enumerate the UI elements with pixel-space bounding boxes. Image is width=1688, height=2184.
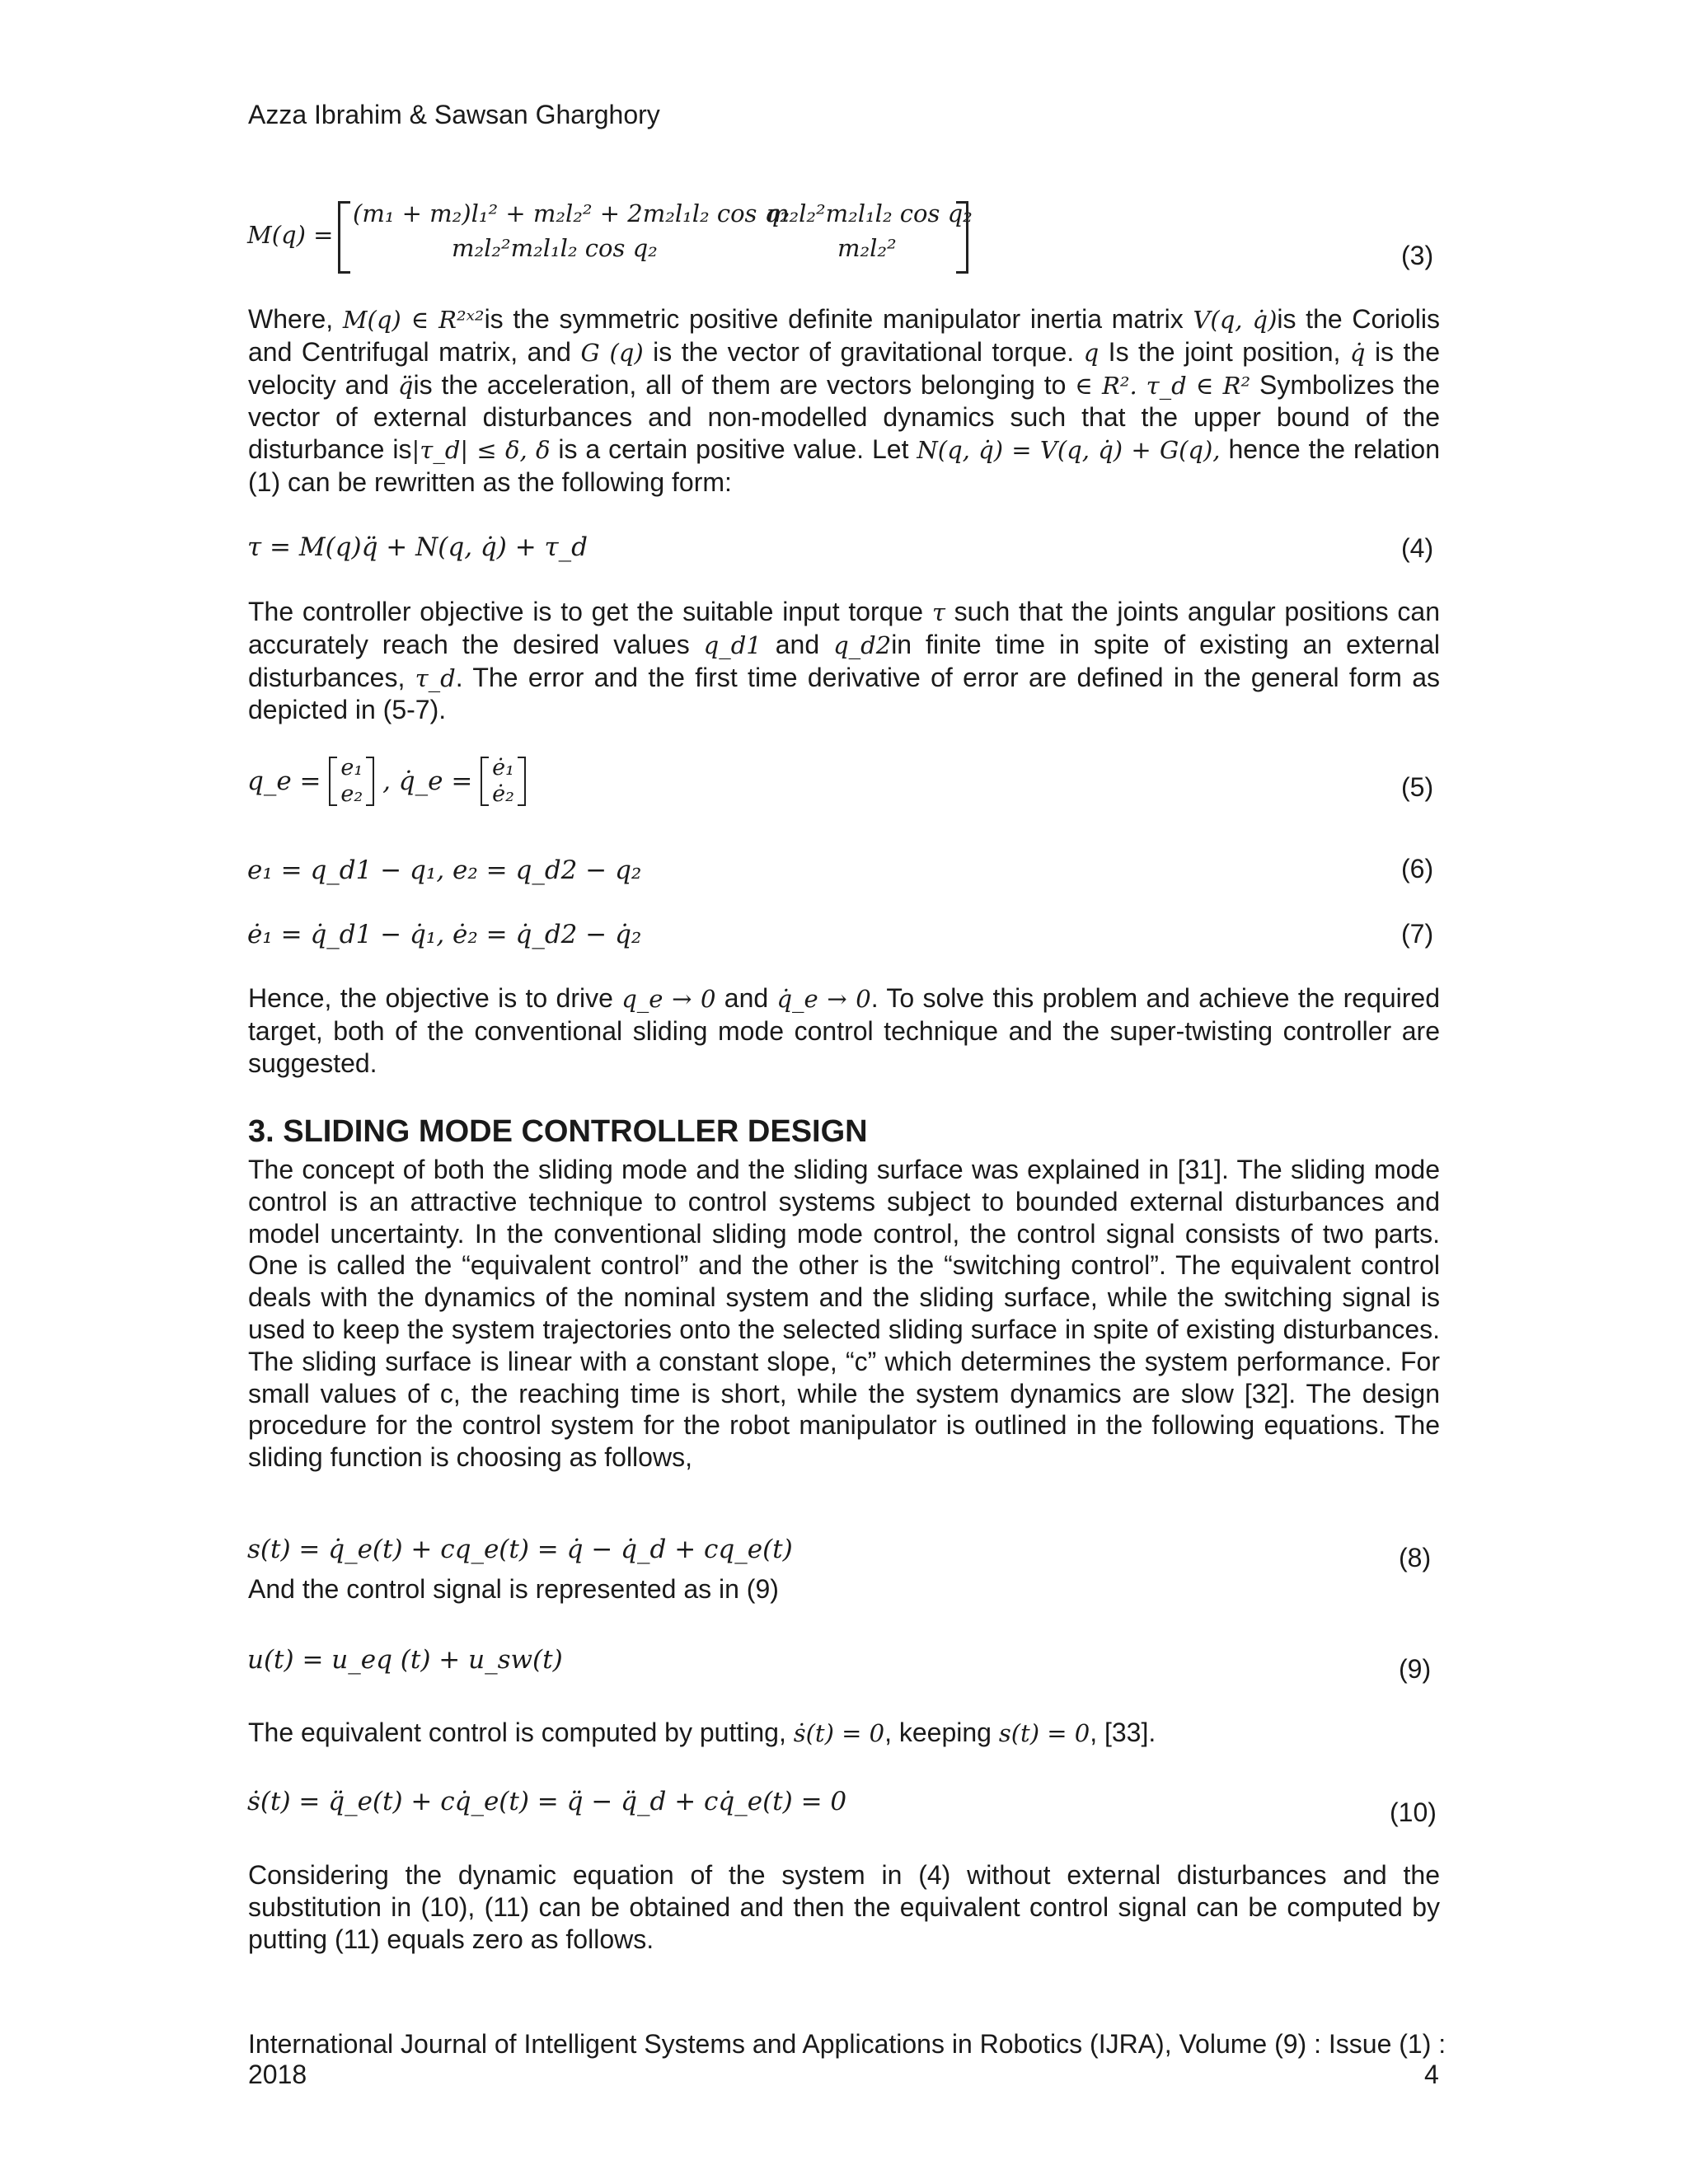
p3-math-qe: q_e → 0 [621, 985, 716, 1013]
p3-text-a: Hence, the objective is to drive [248, 983, 622, 1013]
matrix-left-bracket [338, 201, 350, 274]
p3-math-qedot: q̇_e → 0 [776, 985, 871, 1013]
equation-10-number: (10) [1390, 1797, 1437, 1827]
p2-text-c: and [761, 629, 834, 659]
paragraph-control-signal: And the control signal is represented as in (9) [248, 1574, 779, 1604]
paragraph-objective [248, 982, 1440, 1079]
equation-10: ṡ(t) = q̈_e(t) + cq̇_e(t) = q̈ − q̈_d + cq̇_e(t) = 0 [247, 1787, 847, 1816]
p1-text-f: is the velocity and [248, 336, 1441, 400]
p2-math-qd1: q_d1 [703, 630, 762, 659]
equation-5 [247, 755, 526, 808]
paragraph-dynamic-equation: Considering the dynamic equation of the system in (4) without external disturbances and the substitution in (10), (11) can be obtained and then the equivalent control signal can be computed by putting (11) equals zero as follows. [248, 1860, 1440, 1954]
matrix-m11: (m₁ + m₂)l₁² + m₂l₂² + 2m₂l₁l₂ cos q₂ [353, 199, 790, 227]
p1-math-G: G (q) [580, 338, 644, 367]
p1-math-R2: ∈ R². [1075, 371, 1137, 400]
matrix-m12: m₂l₂²m₂l₁l₂ cos q₂ [767, 199, 973, 227]
equation-7: ė₁ = q̇_d1 − q̇₁, ė₂ = q̇_d2 − q̇₂ [247, 920, 642, 949]
p1-text-h: Symbolizes the vector of external disturbances and non-modelled dynamics such that the upper bound of the disturbance is [248, 369, 1441, 465]
p2-math-taud: τ_d [415, 663, 456, 692]
equation-4: τ = M(q)q̈ + N(q, q̇) + τ_d [247, 532, 588, 562]
matrix-m21: m₂l₂²m₂l₁l₂ cos q₂ [452, 234, 658, 262]
paragraph-equivalent-control [248, 1717, 1440, 1750]
p1-math-bound: |τ_d| ≤ δ, δ [411, 436, 551, 465]
equation-5-number: (5) [1401, 772, 1434, 802]
section-heading: 3. SLIDING MODE CONTROLLER DESIGN [248, 1114, 868, 1149]
error-derivative-e1: ė₁ [492, 755, 514, 780]
p2-text-d: in finite time in spite of existing an external disturbances, [248, 629, 1441, 692]
equation-5-mid: , q̇_e = [382, 766, 473, 796]
p1-text-a: Where, [248, 304, 343, 334]
equation-8-number: (8) [1399, 1543, 1432, 1572]
paragraph-controller-objective [248, 596, 1440, 726]
equation-3-matrix [247, 198, 973, 272]
p1-math-q: q [1083, 338, 1100, 367]
p1-text-e: Is the joint position, [1099, 336, 1350, 367]
footer-year: 2018 [248, 2060, 307, 2089]
matrix-m22: m₂l₂² [837, 234, 897, 262]
error-vector-e2: e₂ [340, 781, 363, 807]
error-vector-e1: e₁ [340, 755, 363, 780]
p2-math-qd2: q_d2 [833, 630, 892, 659]
p2-text-e: . The error and the first time derivative of error are defined in the general form as depicted in (5-7). [248, 662, 1441, 725]
paragraph-sliding-mode-concept: The concept of both the sliding mode and the sliding surface was explained in [31]. The sliding mode control is an attractive technique to control systems subject to bounded external disturbances and model uncertainty. In the conventional sliding mode control, the control signal consists of two parts. One is called the “equivalent control” and the other is the “switching control”. The equivalent control deals with the dynamics of the nominal system and the sliding surface, while the switching signal is used to keep the system trajectories onto the selected sliding surface in spite of existing disturbances. The sliding surface is linear with a constant slope, “c” which determines the system performance. For small values of c, the reaching time is short, while the system dynamics are slow [32]. The design procedure for the control system for the robot manipulator is outlined in the following equations. The sliding function is choosing as follows, [248, 1155, 1440, 1473]
p6-math-s: s(t) = 0 [998, 1719, 1090, 1747]
equation-5-lhs: q_e = [247, 766, 321, 796]
equation-3-lhs: M(q) = [247, 221, 334, 249]
p3-text-c: . To solve this problem and achieve the required target, both of the conventional sliding mode control technique and the super-twisting controller are suggested. [248, 983, 1441, 1078]
p1-math-qddot: q̈ [397, 371, 414, 400]
p1-math-qdot: q̇ [1349, 338, 1366, 367]
p1-text-j: hence the relation (1) can be rewritten as the following form: [248, 434, 1441, 497]
equation-9: u(t) = u_eq (t) + u_sw(t) [247, 1645, 563, 1675]
p6-text-a: The equivalent control is computed by putting, [248, 1718, 794, 1747]
equation-7-number: (7) [1401, 919, 1434, 949]
p1-math-taud: τ_d ∈ R² [1146, 371, 1251, 400]
equation-6-number: (6) [1401, 854, 1434, 883]
p1-text-g: is the acceleration, all of them are vectors belonging to [413, 369, 1076, 400]
matrix-right-bracket [956, 201, 968, 274]
p1-math-N: N(q, q̇) = V(q, q̇) + G(q), [917, 436, 1221, 465]
equation-9-number: (9) [1399, 1654, 1432, 1684]
error-vector [329, 755, 374, 808]
equation-6: e₁ = q_d1 − q₁, e₂ = q_d2 − q₂ [247, 855, 642, 885]
footer-page-number: 4 [1424, 2060, 1439, 2089]
p1-text-d: is the vector of gravitational torque. [643, 336, 1084, 367]
p6-math-sdot: ṡ(t) = 0 [793, 1719, 885, 1747]
equation-4-number: (4) [1401, 533, 1434, 563]
p2-text-a: The controller objective is to get the suitable input torque [248, 597, 932, 626]
p3-text-b: and [715, 983, 777, 1013]
footer-journal: International Journal of Intelligent Systems and Applications in Robotics (IJRA), Volume (9) : Issue (1) : [248, 2029, 1447, 2059]
p1-math-V: V(q, q̇) [1193, 306, 1278, 334]
equation-3-number: (3) [1401, 241, 1434, 270]
p2-math-tau: τ [931, 598, 945, 626]
p6-text-c: , [33]. [1090, 1718, 1156, 1747]
paragraph-symbols-definition [248, 303, 1440, 499]
p1-text-b: is the symmetric positive definite manipulator inertia matrix [484, 304, 1193, 334]
p1-text-i: is a certain positive value. Let [550, 434, 917, 465]
running-header-authors: Azza Ibrahim & Sawsan Gharghory [248, 100, 660, 129]
error-derivative-vector [481, 755, 526, 808]
p1-math-M: M(q) ∈ R²ˣ² [342, 306, 485, 334]
error-derivative-e2: ė₂ [492, 781, 514, 807]
p6-text-b: , keeping [884, 1718, 999, 1747]
p1-text-c: is the Coriolis and Centrifugal matrix, and [248, 304, 1441, 367]
p2-text-b: such that the joints angular positions can accurately reach the desired values [248, 597, 1441, 659]
equation-8: s(t) = q̇_e(t) + cq_e(t) = q̇ − q̇_d + cq_e(t) [247, 1535, 793, 1564]
